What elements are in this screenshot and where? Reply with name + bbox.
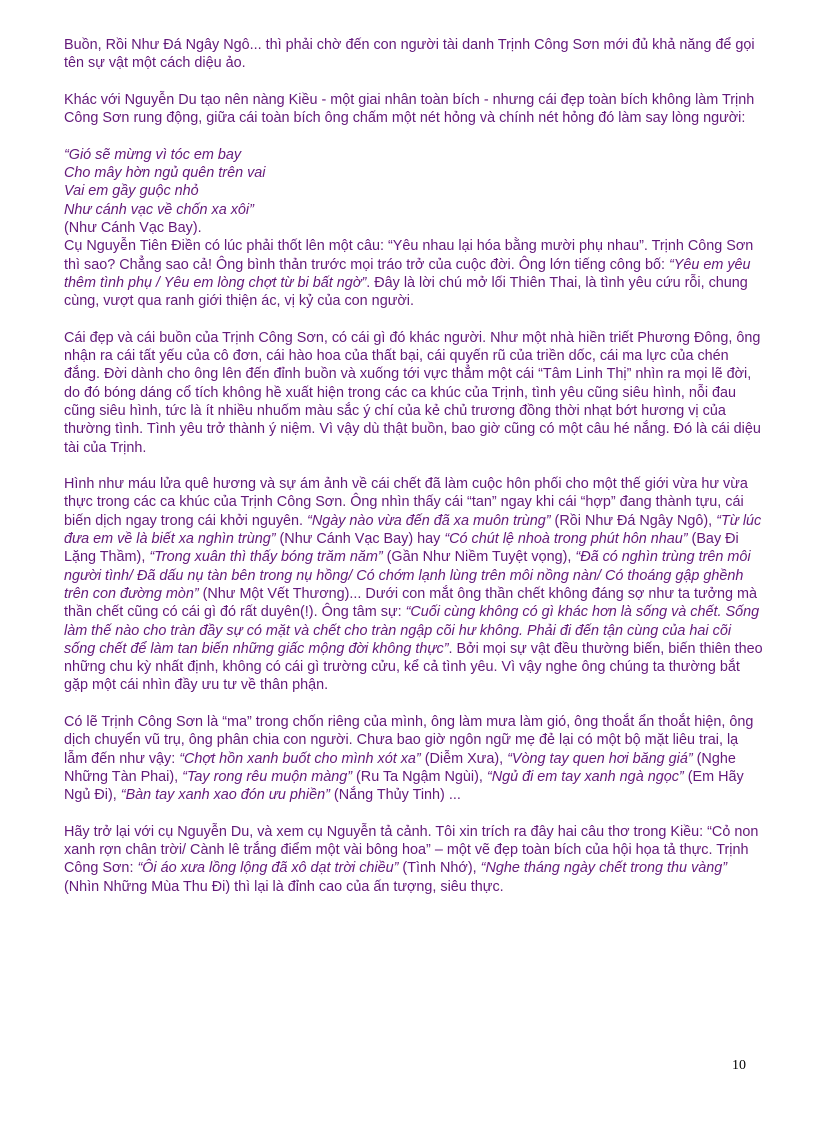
paragraph	[64, 146, 764, 311]
text-run: (Như Cánh Vạc Bay) hay	[275, 531, 445, 548]
paragraph	[64, 713, 764, 804]
quoted-lyric: “Tay rong rêu muộn màng”	[182, 768, 353, 785]
paragraph	[64, 91, 764, 128]
quoted-lyric: Vai em gầy guộc nhỏ	[64, 183, 199, 200]
text-run: (Gần Như Niềm Tuyệt vọng),	[382, 549, 576, 566]
text-run: (Như Cánh Vạc Bay).	[64, 219, 202, 236]
text-run: (Ru Ta Ngậm Ngùi),	[352, 768, 487, 785]
quoted-lyric: “Gió sẽ mừng vì tóc em bay	[64, 146, 242, 163]
text-run: Có lẽ Trịnh Công Sơn là “ma” trong chốn riêng của mình, ông làm mưa làm gió, ông thoắt ẩn thoắt hiện, ông dịch chuyển vũ trụ, ông phân chia con người. Chưa bao giờ ngôn ngữ mẹ đẻ lại có một bộ mặt liêu trai, lạ lẫm đến như vậy:	[64, 713, 754, 767]
paragraph	[64, 475, 764, 695]
quoted-lyric: “Yêu em yêu thêm tình phụ / Yêu em lòng chợt từ bi bất ngờ”	[64, 256, 751, 291]
quoted-lyric: “Ngủ đi em tay xanh ngà ngọc”	[486, 768, 684, 785]
page-number: 10	[732, 1058, 746, 1073]
text-run: (Như Một Vết Thương)... Dưới con mắt ông thần chết không đáng sợ như ta tưởng mà thần chết cũng có cái gì đó rất duyên(!). Ông tâm sự:	[64, 585, 758, 621]
text-run: (Tình Nhớ),	[398, 860, 481, 877]
text-run: . Bởi mọi sự vật đều thường biến, biến thiên theo những chu kỳ nhất định, không có cái gì trường cửu, kể cả tình yêu. Vì vậy nghe ông chúng ta thường bắt gặp một cái nhìn đầy ưu tư về thân phận.	[64, 640, 763, 694]
text-run: Hình như máu lửa quê hương và sự ám ảnh về cái chết đã làm cuộc hôn phối cho một thế giới vừa hư vừa thực trong các ca khúc của Trịnh Công Sơn. Ông nhìn thấy cái “tan” ngay khi cái “hợp” đang thành tựu, cái biến dịch ngay trong cái khởi nguyên.	[64, 476, 748, 529]
quoted-lyric: “Có chút lệ nhoà trong phút hôn nhau”	[444, 531, 688, 548]
quoted-lyric: “Từ lúc đưa em về là biết xa nghìn trùng”	[64, 512, 762, 548]
article-body	[64, 36, 764, 914]
text-run: Khác với Nguyễn Du tạo nên nàng Kiều - một giai nhân toàn bích - nhưng cái đẹp toàn bích không làm Trịnh Công Sơn rung động, giữa cái toàn bích ông chấm một nét hỏng và chính nét hỏng đó làm say lòng người:	[64, 91, 755, 127]
paragraph	[64, 823, 764, 896]
paragraph	[64, 36, 764, 73]
text-run: (Rồi Như Đá Ngây Ngô),	[550, 512, 717, 529]
quoted-lyric: “Chợt hồn xanh buốt cho mình xót xa”	[179, 750, 421, 767]
quoted-lyric: “Trong xuân thì thấy bóng trăm năm”	[149, 549, 383, 566]
quoted-lyric: Như cánh vạc về chốn xa xôi”	[64, 201, 254, 218]
text-run: (Em Hãy Ngủ Đi),	[64, 768, 744, 804]
text-run: (Nhìn Những Mùa Thu Đi) thì lại là đỉnh cao của ấn tượng, siêu thực.	[64, 878, 504, 895]
text-run: Buồn, Rồi Như Đá Ngây Ngô... thì phải chờ đến con người tài danh Trịnh Công Sơn mới đủ khả năng để gọi tên sự vật một cách diệu ảo.	[64, 37, 755, 72]
quoted-lyric: “Bàn tay xanh xao đón ưu phiền”	[120, 787, 330, 804]
text-run: . Đây là lời chú mở lối Thiên Thai, là tình yêu cứu rỗi, chung cùng, vượt qua ranh giới thiện ác, vị kỷ của con người.	[64, 274, 748, 310]
text-run: (Nắng Thủy Tinh) ...	[329, 787, 461, 804]
text-run: (Nghe Những Tàn Phai),	[64, 750, 736, 785]
paragraph	[64, 329, 764, 457]
text-run: Hãy trở lại với cụ Nguyễn Du, và xem cụ Nguyễn tả cảnh. Tôi xin trích ra đây hai câu thơ trong Kiều: “Cỏ non xanh rợn chân trời/ Cành lê trắng điểm một vài bông hoa” – một vẽ đẹp toàn bích của hội họa tả thực. Trịnh Công Sơn:	[64, 823, 759, 877]
text-run: (Diễm Xưa),	[420, 750, 508, 767]
quoted-lyric: “Ngày nào vừa đến đã xa muôn trùng”	[307, 512, 551, 529]
quoted-lyric: “Đã có nghìn trùng trên môi người tình/ Đã dấu nụ tàn bên trong nụ hồng/ Có chớm lạnh lùng trên môi nồng nàn/ Có thoáng gập ghềnh trên con đường mòn”	[64, 549, 751, 602]
text-run: Cụ Nguyễn Tiên Điền có lúc phải thốt lên một câu: “Yêu nhau lại hóa bằng mười phụ nhau”. Trịnh Công Sơn thì sao? Chẳng sao cả! Ông bình thản trước mọi tráo trở của cuộc đời. Ông lớn tiếng công bố:	[64, 238, 754, 273]
text-run: Cái đẹp và cái buồn của Trịnh Công Sơn, có cái gì đó khác người. Như một nhà hiền triết Phương Đông, ông nhận ra cái tất yếu của cô đơn, cái hào hoa của thất bại, cái quyến rũ của triền dốc, cái ma lực của chén đắng. Đời dành cho ông lên đến đỉnh buồn và xuống tới vực thẳm một cái “Tâm Linh Thị” nhìn ra mọi lẽ đời, do đó bóng dáng cổ tích không hề xuất hiện trong các ca khúc của Trịnh, tình yêu cũng siêu hình, nỗi đau cũng siêu hình, tức là ít nhiều nhuốm màu sắc ý chí của kẻ chủ trương đồng thời nhạt bớt hương vị của thường tình. Tình yêu trở thành ý niệm. Vì vậy dù thật buồn, bao giờ cũng có một câu hé nắng. Đó là cái diệu tài của Trịnh.	[64, 329, 761, 456]
text-run: (Bay Đi Lặng Thầm),	[64, 531, 739, 566]
quoted-lyric: “Vòng tay quen hơi băng giá”	[507, 750, 693, 767]
quoted-lyric: “Ôi áo xưa lồng lộng đã xô dạt trời chiều”	[137, 860, 399, 877]
quoted-lyric: “Cuối cùng không có gì khác hơn là sống và chết. Sống làm thế nào cho tràn đầy sự có mặt và chết cho tràn ngập cõi hư không. Phải đi đến tận cùng của hai cõi sống chết để làm tan biến những giấc mộng đời không thực”	[64, 604, 760, 657]
quoted-lyric: Cho mây hờn ngủ quên trên vai	[64, 165, 266, 182]
quoted-lyric: “Nghe tháng ngày chết trong thu vàng”	[480, 860, 728, 877]
